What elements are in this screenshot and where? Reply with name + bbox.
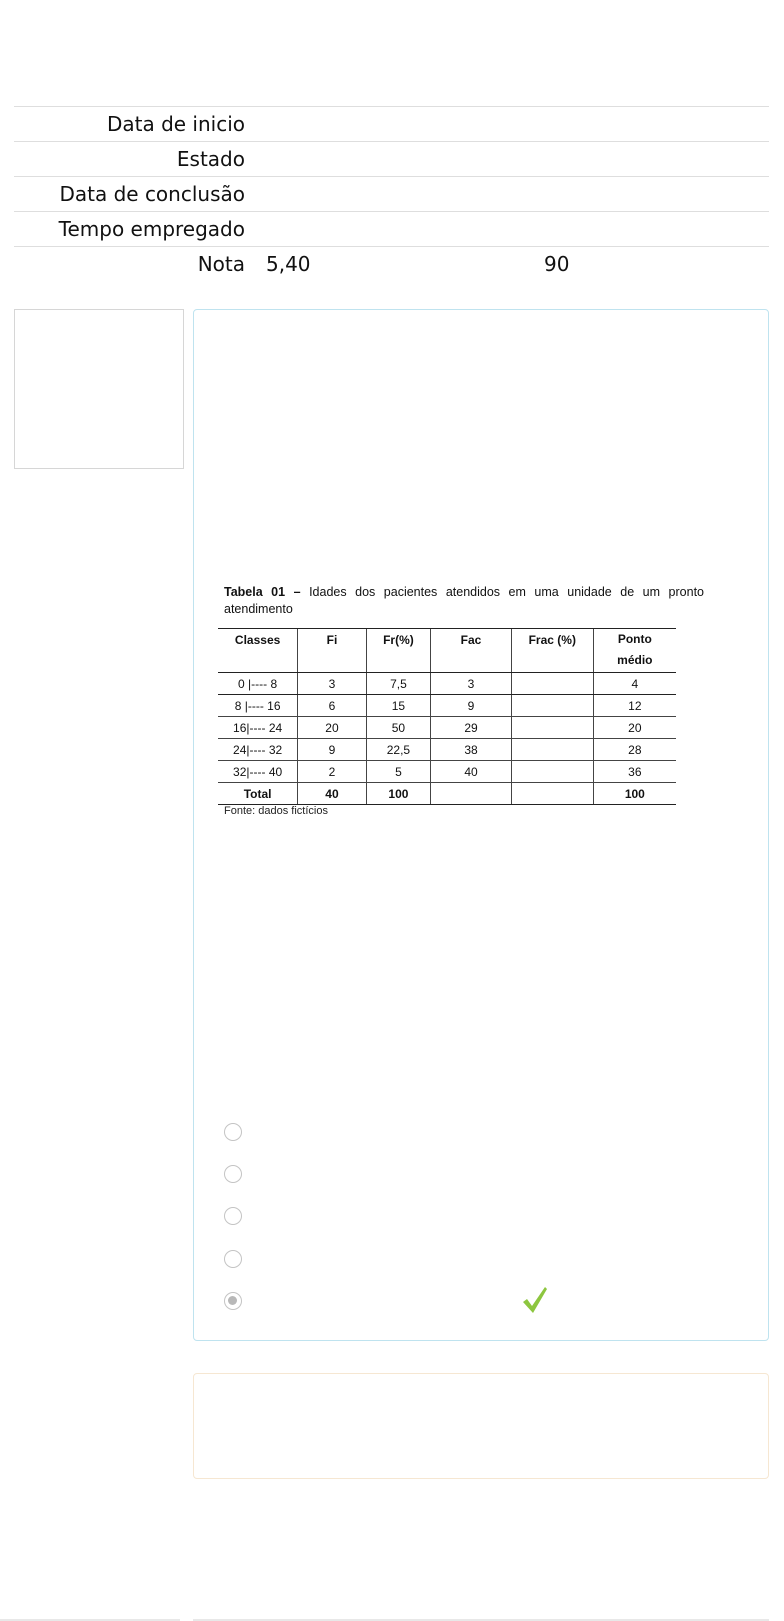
table-cell: 8 |---- 16: [218, 695, 298, 717]
table-cell: [511, 761, 593, 783]
table-cell: 9: [298, 739, 366, 761]
summary-row-state: [14, 141, 769, 176]
table-cell: 0 |---- 8: [218, 673, 298, 695]
check-icon: [522, 1286, 548, 1314]
table-header-cell: Fac: [431, 629, 512, 673]
table-cell: 40: [431, 761, 512, 783]
table-caption-text: Idades dos pacientes atendidos em uma unidade de um pronto atendimento: [224, 585, 704, 616]
summary-row-completion-date: [14, 176, 769, 211]
summary-row-start-date: [14, 106, 769, 141]
table-cell: Total: [218, 783, 298, 805]
table-cell: [511, 783, 593, 805]
summary-label: Nota: [197, 252, 245, 276]
table-total-row: [218, 783, 676, 805]
table-row: [218, 717, 676, 739]
table-cell: 2: [298, 761, 366, 783]
table-cell: [511, 739, 593, 761]
question-info-box: [14, 309, 184, 469]
table-cell: 9: [431, 695, 512, 717]
table-header-row: [218, 629, 676, 673]
frequency-table: [218, 628, 676, 805]
table-row: [218, 673, 676, 695]
grade-value: 5,40: [266, 252, 311, 276]
table-cell: [511, 673, 593, 695]
table-cell: 3: [431, 673, 512, 695]
table-cell: [511, 717, 593, 739]
table-cell: 20: [298, 717, 366, 739]
table-header-cell: Fr(%): [366, 629, 430, 673]
grade-max-value: 90: [544, 252, 570, 276]
summary-label: Estado: [176, 147, 245, 171]
summary-label: Data de inicio: [106, 112, 245, 136]
answer-option-radio[interactable]: [224, 1165, 242, 1183]
table-header-cell: Frac (%): [511, 629, 593, 673]
table-header-cell: Ponto médio: [593, 629, 676, 673]
attempt-summary: [14, 106, 769, 281]
table-cell: 15: [366, 695, 430, 717]
answer-option-radio[interactable]: [224, 1123, 242, 1141]
answer-option-radio[interactable]: [224, 1207, 242, 1225]
answer-option-radio-selected[interactable]: [224, 1292, 242, 1310]
feedback-box: [193, 1373, 769, 1479]
table-cell: 4: [593, 673, 676, 695]
question-content-box: [193, 309, 769, 1341]
table-source: Fonte: dados fictícios: [224, 805, 328, 817]
table-cell: 36: [593, 761, 676, 783]
table-cell: 16|---- 24: [218, 717, 298, 739]
table-header-cell: Fi: [298, 629, 366, 673]
table-cell: 29: [431, 717, 512, 739]
table-caption: [224, 584, 704, 618]
table-header-cell: Classes: [218, 629, 298, 673]
table-cell: 38: [431, 739, 512, 761]
table-cell: 24|---- 32: [218, 739, 298, 761]
table-cell: 28: [593, 739, 676, 761]
table-cell: [511, 695, 593, 717]
summary-label: Data de conclusão: [59, 182, 245, 206]
table-cell: 12: [593, 695, 676, 717]
table-cell: 6: [298, 695, 366, 717]
table-cell: 3: [298, 673, 366, 695]
table-cell: 5: [366, 761, 430, 783]
table-cell: 7,5: [366, 673, 430, 695]
table-row: [218, 761, 676, 783]
table-caption-title: Tabela 01 –: [224, 585, 301, 599]
table-row: [218, 695, 676, 717]
table-cell: 100: [593, 783, 676, 805]
table-cell: 40: [298, 783, 366, 805]
table-cell: 32|---- 40: [218, 761, 298, 783]
table-cell: 22,5: [366, 739, 430, 761]
summary-label: Tempo empregado: [58, 217, 245, 241]
table-cell: [431, 783, 512, 805]
table-cell: 100: [366, 783, 430, 805]
summary-row-time-taken: [14, 211, 769, 246]
answer-option-radio[interactable]: [224, 1250, 242, 1268]
table-cell: 50: [366, 717, 430, 739]
summary-row-grade: [14, 246, 769, 281]
table-row: [218, 739, 676, 761]
table-cell: 20: [593, 717, 676, 739]
